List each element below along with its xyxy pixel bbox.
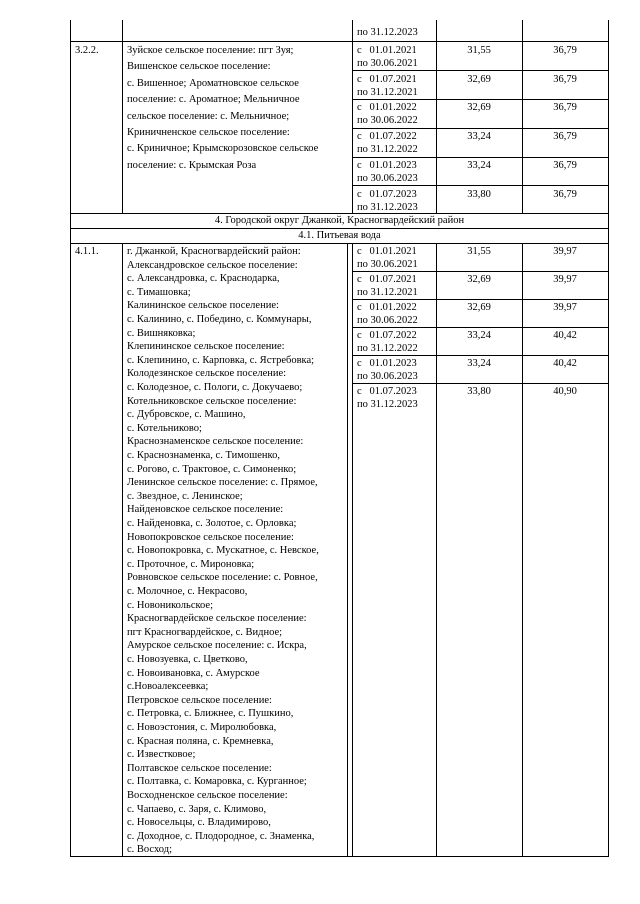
description-line: с. Рогово, с. Трактовое, с. Симоненко; bbox=[127, 463, 297, 475]
description-line: с. Известковое; bbox=[127, 749, 196, 761]
description-line: Ленинское сельское поселение: с. Прямое, bbox=[127, 477, 318, 489]
period-from: с 01.07.2023 bbox=[357, 188, 417, 200]
value-2: 36,79 bbox=[553, 102, 577, 114]
value-1: 33,80 bbox=[467, 386, 491, 397]
col-line-code-2 bbox=[122, 244, 123, 856]
description-line: с. Доходное, с. Плодородное, с. Знаменка, bbox=[127, 830, 315, 842]
description-line: с. Клепинино, с. Карповка, с. Ястребовка; bbox=[127, 354, 315, 366]
description-line: с. Новопокровка, с. Мускатное, с. Невское, bbox=[127, 545, 319, 557]
description-line: Клепининское сельское поселение: bbox=[127, 341, 285, 353]
description-line: Найденовское сельское поселение: bbox=[127, 504, 284, 516]
value-2: 39,97 bbox=[553, 302, 577, 313]
description-line: с. Петровка, с. Ближнее, с. Пушкино, bbox=[127, 708, 294, 720]
row-code-411: 4.1.1. bbox=[75, 246, 99, 257]
description-line: с. Восход; bbox=[127, 844, 173, 856]
description-line: Зуйское сельское поселение: пгт Зуя; bbox=[127, 45, 294, 56]
description-line: с. Проточное, с. Мироновка; bbox=[127, 558, 255, 570]
description-line: с. Котельниково; bbox=[127, 422, 202, 434]
period-from: с 01.07.2022 bbox=[357, 330, 417, 341]
row-line-p3-322 bbox=[352, 99, 609, 100]
description-line: Восходненское сельское поселение: bbox=[127, 790, 288, 801]
col-line-desc-411 bbox=[347, 244, 348, 856]
heading-section-41: 4.1. Питьевая вода bbox=[298, 230, 381, 241]
row-line-p4-322 bbox=[352, 128, 609, 129]
period-from: с 01.01.2023 bbox=[357, 159, 417, 171]
value-2: 36,79 bbox=[553, 159, 577, 171]
description-line: поселение: с. Ароматное; Мельничное bbox=[127, 94, 300, 106]
value-1: 33,24 bbox=[467, 330, 491, 341]
description-line: с. Вишенное; Ароматновское сельское bbox=[127, 77, 299, 89]
period-to: по 31.12.2023 bbox=[357, 399, 418, 410]
description-line: с. Дубровское, с. Машино, bbox=[127, 409, 246, 421]
value-2: 39,97 bbox=[553, 246, 577, 257]
description-line: Амурское сельское поселение: с. Искра, bbox=[127, 640, 307, 652]
period-to: по 30.06.2021 bbox=[357, 259, 418, 270]
description-line: с. Александровка, с. Краснодарка, bbox=[127, 273, 280, 285]
description-line: Краснознаменское сельское поселение: bbox=[127, 436, 304, 448]
row-line-p6-411 bbox=[352, 383, 609, 384]
value-1: 33,80 bbox=[467, 188, 491, 200]
description-line: с. Тимашовка; bbox=[127, 286, 191, 298]
row-line-p6-322 bbox=[352, 185, 609, 186]
period-to: по 30.06.2023 bbox=[357, 172, 418, 184]
row-line-top-322 bbox=[70, 41, 609, 42]
period-from: с 01.01.2021 bbox=[357, 246, 417, 257]
value-2: 36,79 bbox=[553, 188, 577, 200]
value-1: 33,24 bbox=[467, 358, 491, 369]
value-1: 32,69 bbox=[467, 73, 491, 85]
description-line: с. Новоивановка, с. Амурское bbox=[127, 667, 260, 679]
value-1: 33,24 bbox=[467, 131, 491, 143]
period-from: с 01.01.2022 bbox=[357, 102, 417, 114]
description-line: г. Джанкой, Красногвардейский район: bbox=[127, 246, 301, 257]
period-to: по 30.06.2022 bbox=[357, 315, 418, 326]
value-1: 31,55 bbox=[467, 45, 491, 56]
description-line: с. Чапаево, с. Заря, с. Климово, bbox=[127, 803, 267, 815]
description-line: пгт Красногвардейское, с. Видное; bbox=[127, 626, 283, 638]
period-to: по 31.12.2021 bbox=[357, 86, 418, 98]
value-1: 31,55 bbox=[467, 246, 491, 257]
description-line: Александровское сельское поселение: bbox=[127, 259, 298, 271]
row-line-p2-411 bbox=[352, 271, 609, 272]
description-line: с. Новоэстония, с. Миролюбовка, bbox=[127, 722, 277, 733]
heading-section-4: 4. Городской округ Джанкой, Красногвардейский район bbox=[214, 215, 465, 226]
period-to: по 31.12.2023 bbox=[357, 201, 418, 213]
row-line-heading41 bbox=[70, 243, 609, 244]
description-line: Красногвардейское сельское поселение: bbox=[127, 613, 307, 625]
row-code-322: 3.2.2. bbox=[75, 45, 99, 56]
description-line: с. Новозуевка, с. Цветково, bbox=[127, 654, 248, 665]
value-1: 33,24 bbox=[467, 159, 491, 171]
description-line: с. Новосельцы, с. Владимирово, bbox=[127, 817, 271, 829]
top-period-end: по 31.12.2023 bbox=[357, 27, 418, 38]
period-from: с 01.01.2023 bbox=[357, 358, 417, 369]
description-line: Ровновское сельское поселение: с. Ровное, bbox=[127, 572, 318, 584]
value-2: 40,90 bbox=[553, 386, 577, 397]
description-line: Новопокровское сельское поселение: bbox=[127, 531, 294, 543]
description-line: сельское поселение: с. Мельничное; bbox=[127, 110, 290, 122]
value-2: 36,79 bbox=[553, 73, 577, 85]
value-2: 36,79 bbox=[553, 45, 577, 56]
value-2: 39,97 bbox=[553, 274, 577, 285]
row-line-p3-411 bbox=[352, 299, 609, 300]
description-line: с.Новоалексеевка; bbox=[127, 681, 209, 693]
row-line-p2-322 bbox=[352, 70, 609, 71]
description-line: Петровское сельское поселение: bbox=[127, 694, 272, 706]
value-2: 40,42 bbox=[553, 358, 577, 369]
value-1: 32,69 bbox=[467, 102, 491, 114]
description-line: с. Полтавка, с. Комаровка, с. Курганное; bbox=[127, 776, 307, 788]
period-from: с 01.07.2022 bbox=[357, 131, 417, 143]
period-from: с 01.07.2023 bbox=[357, 386, 417, 397]
period-to: по 30.06.2022 bbox=[357, 115, 418, 127]
period-from: с 01.01.2021 bbox=[357, 45, 417, 56]
period-to: по 30.06.2023 bbox=[357, 371, 418, 382]
description-line: с. Найденовка, с. Золотое, с. Орловка; bbox=[127, 518, 297, 529]
col-line-right bbox=[608, 20, 609, 856]
description-line: с. Калинино, с. Победино, с. Коммунары, bbox=[127, 314, 312, 325]
period-to: по 30.06.2021 bbox=[357, 58, 418, 69]
description-line: с. Молочное, с. Некрасово, bbox=[127, 586, 248, 597]
description-line: с. Красная поляна, с. Кремневка, bbox=[127, 735, 274, 747]
description-line: Колодезянское сельское поселение: bbox=[127, 368, 287, 380]
col-line-period-start-411 bbox=[352, 244, 353, 856]
value-1: 32,69 bbox=[467, 274, 491, 285]
value-2: 36,79 bbox=[553, 131, 577, 143]
row-line-p5-411 bbox=[352, 355, 609, 356]
period-to: по 31.12.2022 bbox=[357, 144, 418, 156]
description-line: с. Колодезное, с. Пологи, с. Докучаево; bbox=[127, 382, 303, 393]
description-line: Калининское сельское поселение: bbox=[127, 300, 279, 312]
description-line: с. Вишняковка; bbox=[127, 327, 196, 339]
period-to: по 31.12.2021 bbox=[357, 287, 418, 298]
description-line: с. Новоникольское; bbox=[127, 599, 214, 611]
value-1: 32,69 bbox=[467, 302, 491, 313]
row-line-p4-411 bbox=[352, 327, 609, 328]
col-line-left bbox=[70, 20, 71, 856]
col-line-code bbox=[122, 20, 123, 213]
description-line: Криничненское сельское поселение: bbox=[127, 127, 290, 138]
description-line: с. Звездное, с. Ленинское; bbox=[127, 490, 243, 502]
description-line: Вишенское сельское поселение: bbox=[127, 61, 271, 73]
description-line: Полтавское сельское поселение: bbox=[127, 762, 272, 774]
value-2: 40,42 bbox=[553, 330, 577, 341]
description-line: поселение: с. Крымская Роза bbox=[127, 159, 257, 171]
description-line: с. Криничное; Крымскорозовское сельское bbox=[127, 143, 319, 155]
description-line: с. Краснознаменка, с. Тимошенко, bbox=[127, 450, 280, 461]
period-from: с 01.07.2021 bbox=[357, 73, 417, 85]
description-line: Котельниковское сельское поселение: bbox=[127, 395, 297, 407]
period-to: по 31.12.2022 bbox=[357, 343, 418, 354]
period-from: с 01.01.2022 bbox=[357, 302, 417, 313]
period-from: с 01.07.2021 bbox=[357, 274, 417, 285]
